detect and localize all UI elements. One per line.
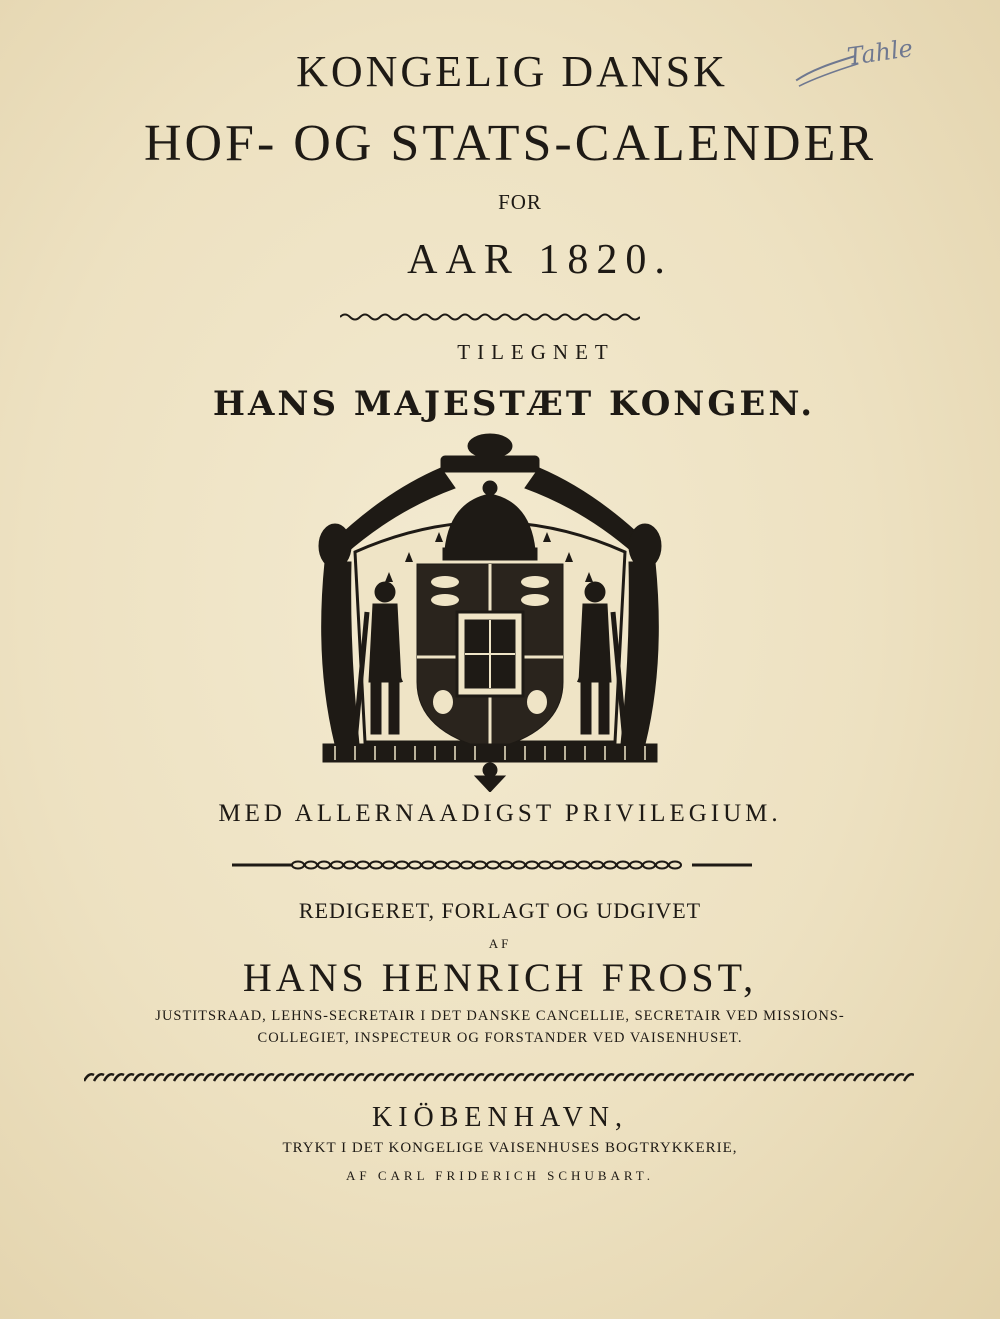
title-for: FOR bbox=[498, 190, 542, 214]
title-year: AAR 1820. bbox=[407, 237, 673, 283]
editor-name: HANS HENRICH FROST, bbox=[242, 955, 758, 1000]
imprint-printer: TRYKT I DET KONGELIGE VAISENHUSES BOGTRYKKERIE, bbox=[282, 1140, 738, 1156]
editor-titles-line-1: JUSTITSRAAD, LEHNS-SECRETAIR I DET DANSKE CANCELLIE, SECRETAIR VED MISSIONS- bbox=[155, 1008, 845, 1024]
dedication-recipient: HANS MAJESTÆT KONGEN. bbox=[212, 384, 816, 424]
privilege-statement: MED ALLERNAADIGST PRIVILEGIUM. bbox=[218, 800, 782, 827]
royal-coat-of-arms-icon bbox=[315, 432, 665, 792]
imprint-printer-name: AF CARL FRIDERICH SCHUBART. bbox=[345, 1168, 655, 1183]
imprint-city: KIÖBENHAVN, bbox=[371, 1102, 629, 1133]
editor-titles-line-2: COLLEGIET, INSPECTEUR OG FORSTANDER VED VAISENHUSET. bbox=[257, 1030, 743, 1046]
dedication-label: TILEGNET bbox=[457, 340, 615, 364]
title-line-1: KONGELIG DANSK bbox=[296, 47, 728, 96]
chain-divider-icon bbox=[232, 858, 752, 872]
twisted-rope-divider-icon bbox=[84, 1072, 914, 1084]
wavy-divider-icon bbox=[340, 312, 640, 322]
title-line-2: HOF- OG STATS-CALENDER bbox=[143, 115, 877, 172]
handwritten-note-text: Tahle bbox=[845, 34, 915, 71]
editor-af: AF bbox=[488, 936, 512, 951]
editor-intro: REDIGERET, FORLAGT OG UDGIVET bbox=[298, 898, 702, 923]
